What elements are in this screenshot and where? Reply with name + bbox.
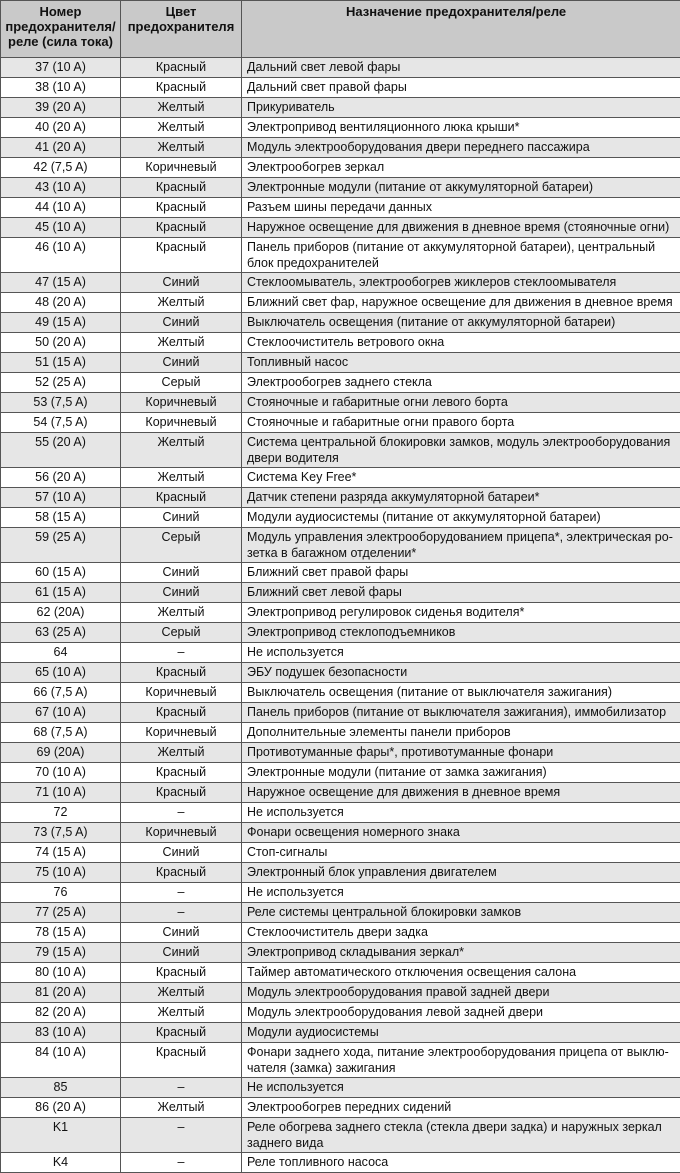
fuse-purpose-cell: Стеклоомыватель, электрообогрев жиклеров стеклоомывателя <box>242 273 680 293</box>
fuse-purpose-cell: Стоп-сигналы <box>242 843 680 863</box>
fuse-purpose-cell: Модуль электрооборудования двери переднего пассажира <box>242 138 680 158</box>
fuse-number-cell: 52 (25 A) <box>1 373 121 393</box>
fuse-number-cell: 39 (20 A) <box>1 98 121 118</box>
fuse-color-cell: Красный <box>121 783 242 803</box>
fuse-purpose-cell: Дальний свет левой фары <box>242 58 680 78</box>
table-row <box>1 528 680 563</box>
fuse-purpose-cell: Электронные модули (питание от аккумуляторной батареи) <box>242 178 680 198</box>
fuse-color-cell: Красный <box>121 763 242 783</box>
fuse-color-cell: Коричневый <box>121 823 242 843</box>
table-row <box>1 943 680 963</box>
table-row <box>1 1003 680 1023</box>
fuse-color-cell: Коричневый <box>121 723 242 743</box>
fuse-number-cell: 84 (10 A) <box>1 1043 121 1078</box>
column-header-number: Номер предохранителя/ реле (сила тока) <box>1 1 121 58</box>
fuse-color-cell: Красный <box>121 218 242 238</box>
fuse-purpose-cell: Реле топливного насоса <box>242 1153 680 1173</box>
fuse-number-cell: 48 (20 A) <box>1 293 121 313</box>
fuse-color-cell: Желтый <box>121 1098 242 1118</box>
fuse-color-cell: Желтый <box>121 743 242 763</box>
fuse-number-cell: 77 (25 A) <box>1 903 121 923</box>
fuse-color-cell: Коричневый <box>121 683 242 703</box>
fuse-purpose-cell: Выключатель освещения (питание от выключателя зажигания) <box>242 683 680 703</box>
fuse-number-cell: 53 (7,5 A) <box>1 393 121 413</box>
table-row <box>1 643 680 663</box>
column-header-purpose: Назначение предохранителя/реле <box>242 1 680 58</box>
fuse-color-cell: Коричневый <box>121 393 242 413</box>
table-row <box>1 783 680 803</box>
fuse-number-cell: 56 (20 A) <box>1 468 121 488</box>
fuse-purpose-cell: Наружное освещение для движения в дневное время <box>242 783 680 803</box>
table-row <box>1 293 680 313</box>
fuse-purpose-cell: Система центральной блокировки замков, модуль электрооборудования двери водителя <box>242 433 680 468</box>
table-row <box>1 663 680 683</box>
fuse-number-cell: 67 (10 A) <box>1 703 121 723</box>
table-row <box>1 1118 680 1153</box>
fuse-number-cell: 68 (7,5 A) <box>1 723 121 743</box>
table-row <box>1 1153 680 1173</box>
fuse-number-cell: 61 (15 A) <box>1 583 121 603</box>
fuse-purpose-cell: Электропривод складывания зеркал* <box>242 943 680 963</box>
fuse-number-cell: 43 (10 A) <box>1 178 121 198</box>
fuse-color-cell: Желтый <box>121 603 242 623</box>
fuse-purpose-cell: Не используется <box>242 883 680 903</box>
fuse-purpose-cell: Электропривод вентиляционного люка крыши* <box>242 118 680 138</box>
table-row <box>1 743 680 763</box>
fuse-number-cell: 60 (15 A) <box>1 563 121 583</box>
fuse-number-cell: 66 (7,5 A) <box>1 683 121 703</box>
fuse-purpose-cell: Система Key Free* <box>242 468 680 488</box>
fuse-number-cell: 45 (10 A) <box>1 218 121 238</box>
fuse-purpose-cell: Реле обогрева заднего стекла (стекла двери задка) и наружных зеркал заднего вида <box>242 1118 680 1153</box>
fuse-purpose-cell: Модули аудиосистемы (питание от аккумуляторной батареи) <box>242 508 680 528</box>
fuse-purpose-cell: Электропривод регулировок сиденья водителя* <box>242 603 680 623</box>
fuse-number-cell: 62 (20A) <box>1 603 121 623</box>
fuse-purpose-cell: Ближний свет фар, наружное освещение для движения в дневное время <box>242 293 680 313</box>
fuse-number-cell: 49 (15 A) <box>1 313 121 333</box>
fuse-purpose-cell: Не используется <box>242 803 680 823</box>
table-row <box>1 683 680 703</box>
fuse-number-cell: 73 (7,5 A) <box>1 823 121 843</box>
fuse-number-cell: 63 (25 A) <box>1 623 121 643</box>
table-row <box>1 1098 680 1118</box>
table-row <box>1 723 680 743</box>
fuse-purpose-cell: Электропривод стеклоподъемников <box>242 623 680 643</box>
fuse-color-cell: Синий <box>121 943 242 963</box>
fuse-color-cell: – <box>121 1153 242 1173</box>
fuse-number-cell: 81 (20 A) <box>1 983 121 1003</box>
fuse-number-cell: 82 (20 A) <box>1 1003 121 1023</box>
fuse-color-cell: Серый <box>121 528 242 563</box>
fuse-color-cell: Синий <box>121 508 242 528</box>
table-row <box>1 903 680 923</box>
fuse-purpose-cell: Стояночные и габаритные огни левого борта <box>242 393 680 413</box>
fuse-color-cell: Желтый <box>121 983 242 1003</box>
fuse-purpose-cell: Прикуриватель <box>242 98 680 118</box>
table-row <box>1 58 680 78</box>
fuse-number-cell: 80 (10 A) <box>1 963 121 983</box>
fuse-number-cell: K4 <box>1 1153 121 1173</box>
table-row <box>1 98 680 118</box>
fuse-color-cell: Красный <box>121 178 242 198</box>
fuse-number-cell: 64 <box>1 643 121 663</box>
fuse-purpose-cell: Электронные модули (питание от замка зажигания) <box>242 763 680 783</box>
fuse-color-cell: Красный <box>121 1023 242 1043</box>
fuse-color-cell: – <box>121 643 242 663</box>
fuse-purpose-cell: Модуль управления электрооборудованием прицепа*, электрическая ро-зетка в багажном отделении* <box>242 528 680 563</box>
fuse-color-cell: Красный <box>121 863 242 883</box>
fuse-purpose-cell: Дальний свет правой фары <box>242 78 680 98</box>
fuse-color-cell: Желтый <box>121 138 242 158</box>
table-row <box>1 1078 680 1098</box>
table-row <box>1 218 680 238</box>
fuse-purpose-cell: Модуль электрооборудования левой задней двери <box>242 1003 680 1023</box>
table-row <box>1 843 680 863</box>
table-row <box>1 313 680 333</box>
fuse-purpose-cell: Фонари заднего хода, питание электрооборудования прицепа от выклю-чателя (замка) зажигания <box>242 1043 680 1078</box>
fuse-number-cell: 51 (15 A) <box>1 353 121 373</box>
fuse-number-cell: 75 (10 A) <box>1 863 121 883</box>
fuse-number-cell: 85 <box>1 1078 121 1098</box>
fuse-purpose-cell: Электрообогрев передних сидений <box>242 1098 680 1118</box>
table-row <box>1 353 680 373</box>
table-row <box>1 508 680 528</box>
fuse-color-cell: Синий <box>121 923 242 943</box>
table-row <box>1 373 680 393</box>
fuse-number-cell: 69 (20A) <box>1 743 121 763</box>
fuse-color-cell: – <box>121 903 242 923</box>
table-row <box>1 198 680 218</box>
fuse-color-cell: Коричневый <box>121 158 242 178</box>
fuse-purpose-cell: Электронный блок управления двигателем <box>242 863 680 883</box>
fuse-number-cell: 37 (10 A) <box>1 58 121 78</box>
fuse-purpose-cell: Противотуманные фары*, противотуманные фонари <box>242 743 680 763</box>
fuse-number-cell: 70 (10 A) <box>1 763 121 783</box>
fuse-purpose-cell: Ближний свет левой фары <box>242 583 680 603</box>
table-body <box>1 58 680 1173</box>
fuse-color-cell: Желтый <box>121 118 242 138</box>
table-header-row <box>1 1 680 58</box>
fuse-number-cell: 54 (7,5 A) <box>1 413 121 433</box>
fuse-purpose-cell: Разъем шины передачи данных <box>242 198 680 218</box>
fuse-color-cell: Синий <box>121 353 242 373</box>
table-row <box>1 488 680 508</box>
fuse-number-cell: 38 (10 A) <box>1 78 121 98</box>
fuse-purpose-cell: Не используется <box>242 643 680 663</box>
column-header-color: Цвет предохранителя <box>121 1 242 58</box>
fuse-color-cell: Желтый <box>121 333 242 353</box>
fuse-purpose-cell: Ближний свет правой фары <box>242 563 680 583</box>
fuse-purpose-cell: Дополнительные элементы панели приборов <box>242 723 680 743</box>
fuse-color-cell: Желтый <box>121 1003 242 1023</box>
table-row <box>1 393 680 413</box>
table-row <box>1 983 680 1003</box>
fuse-purpose-cell: Не используется <box>242 1078 680 1098</box>
fuse-color-cell: – <box>121 1118 242 1153</box>
table-row <box>1 118 680 138</box>
fuse-number-cell: 76 <box>1 883 121 903</box>
fuse-number-cell: 83 (10 A) <box>1 1023 121 1043</box>
table-row <box>1 178 680 198</box>
fuse-purpose-cell: ЭБУ подушек безопасности <box>242 663 680 683</box>
fuse-color-cell: Красный <box>121 198 242 218</box>
table-row <box>1 803 680 823</box>
table-row <box>1 1043 680 1078</box>
fuse-number-cell: 65 (10 A) <box>1 663 121 683</box>
table-row <box>1 883 680 903</box>
fuse-color-cell: Желтый <box>121 293 242 313</box>
fuse-purpose-cell: Стеклоочиститель двери задка <box>242 923 680 943</box>
table-row <box>1 763 680 783</box>
fuse-color-cell: Серый <box>121 373 242 393</box>
fuse-number-cell: 44 (10 A) <box>1 198 121 218</box>
table-row <box>1 158 680 178</box>
fuse-purpose-cell: Наружное освещение для движения в дневное время (стояночные огни) <box>242 218 680 238</box>
fuse-purpose-cell: Панель приборов (питание от аккумуляторной батареи), центральный блок предохранителей <box>242 238 680 273</box>
fuse-purpose-cell: Панель приборов (питание от выключателя зажигания), иммобилизатор <box>242 703 680 723</box>
fuse-number-cell: 50 (20 A) <box>1 333 121 353</box>
fuse-number-cell: 71 (10 A) <box>1 783 121 803</box>
fuse-color-cell: Коричневый <box>121 413 242 433</box>
table-row <box>1 963 680 983</box>
table-row <box>1 413 680 433</box>
fuse-purpose-cell: Реле системы центральной блокировки замков <box>242 903 680 923</box>
fuse-number-cell: 59 (25 A) <box>1 528 121 563</box>
table-row <box>1 583 680 603</box>
table-row <box>1 273 680 293</box>
fuse-color-cell: Желтый <box>121 98 242 118</box>
fuse-purpose-cell: Стеклоочиститель ветрового окна <box>242 333 680 353</box>
fuse-purpose-cell: Датчик степени разряда аккумуляторной батареи* <box>242 488 680 508</box>
table-row <box>1 238 680 273</box>
table-row <box>1 433 680 468</box>
fuse-purpose-cell: Таймер автоматического отключения освещения салона <box>242 963 680 983</box>
fuse-color-cell: – <box>121 883 242 903</box>
fuse-purpose-cell: Электрообогрев зеркал <box>242 158 680 178</box>
fuse-number-cell: 40 (20 A) <box>1 118 121 138</box>
table-row <box>1 138 680 158</box>
fuse-color-cell: Желтый <box>121 433 242 468</box>
fuse-color-cell: Красный <box>121 58 242 78</box>
table-row <box>1 603 680 623</box>
fuse-purpose-cell: Стояночные и габаритные огни правого борта <box>242 413 680 433</box>
fuse-color-cell: Красный <box>121 238 242 273</box>
fuse-color-cell: Синий <box>121 843 242 863</box>
fuse-purpose-cell: Выключатель освещения (питание от аккумуляторной батареи) <box>242 313 680 333</box>
fuse-color-cell: Красный <box>121 78 242 98</box>
fuse-color-cell: Синий <box>121 273 242 293</box>
fuse-color-cell: Синий <box>121 583 242 603</box>
fuse-color-cell: Синий <box>121 563 242 583</box>
table-row <box>1 333 680 353</box>
table-row <box>1 468 680 488</box>
fuse-color-cell: Красный <box>121 1043 242 1078</box>
fuse-color-cell: Красный <box>121 703 242 723</box>
table-row <box>1 1023 680 1043</box>
table-row <box>1 623 680 643</box>
fuse-color-cell: – <box>121 1078 242 1098</box>
table-row <box>1 78 680 98</box>
fuse-number-cell: 47 (15 A) <box>1 273 121 293</box>
table-row <box>1 703 680 723</box>
fuse-number-cell: 41 (20 A) <box>1 138 121 158</box>
fuse-color-cell: Желтый <box>121 468 242 488</box>
table-row <box>1 863 680 883</box>
fuse-color-cell: Красный <box>121 963 242 983</box>
fuse-number-cell: 74 (15 A) <box>1 843 121 863</box>
fuse-purpose-cell: Модули аудиосистемы <box>242 1023 680 1043</box>
fuse-purpose-cell: Фонари освещения номерного знака <box>242 823 680 843</box>
fuse-number-cell: 78 (15 A) <box>1 923 121 943</box>
fuse-number-cell: 55 (20 A) <box>1 433 121 468</box>
fuse-number-cell: 72 <box>1 803 121 823</box>
fuse-number-cell: 57 (10 A) <box>1 488 121 508</box>
fuse-number-cell: 79 (15 A) <box>1 943 121 963</box>
fuse-color-cell: Красный <box>121 488 242 508</box>
fuse-color-cell: Серый <box>121 623 242 643</box>
table-row <box>1 823 680 843</box>
fuse-color-cell: Красный <box>121 663 242 683</box>
fuse-number-cell: 86 (20 A) <box>1 1098 121 1118</box>
table-row <box>1 923 680 943</box>
fuse-color-cell: – <box>121 803 242 823</box>
fuse-number-cell: K1 <box>1 1118 121 1153</box>
fuse-purpose-cell: Электрообогрев заднего стекла <box>242 373 680 393</box>
fuse-number-cell: 42 (7,5 A) <box>1 158 121 178</box>
fuse-number-cell: 46 (10 A) <box>1 238 121 273</box>
fuse-purpose-cell: Топливный насос <box>242 353 680 373</box>
fuse-color-cell: Синий <box>121 313 242 333</box>
fuse-number-cell: 58 (15 A) <box>1 508 121 528</box>
table-row <box>1 563 680 583</box>
fuse-purpose-cell: Модуль электрооборудования правой задней двери <box>242 983 680 1003</box>
